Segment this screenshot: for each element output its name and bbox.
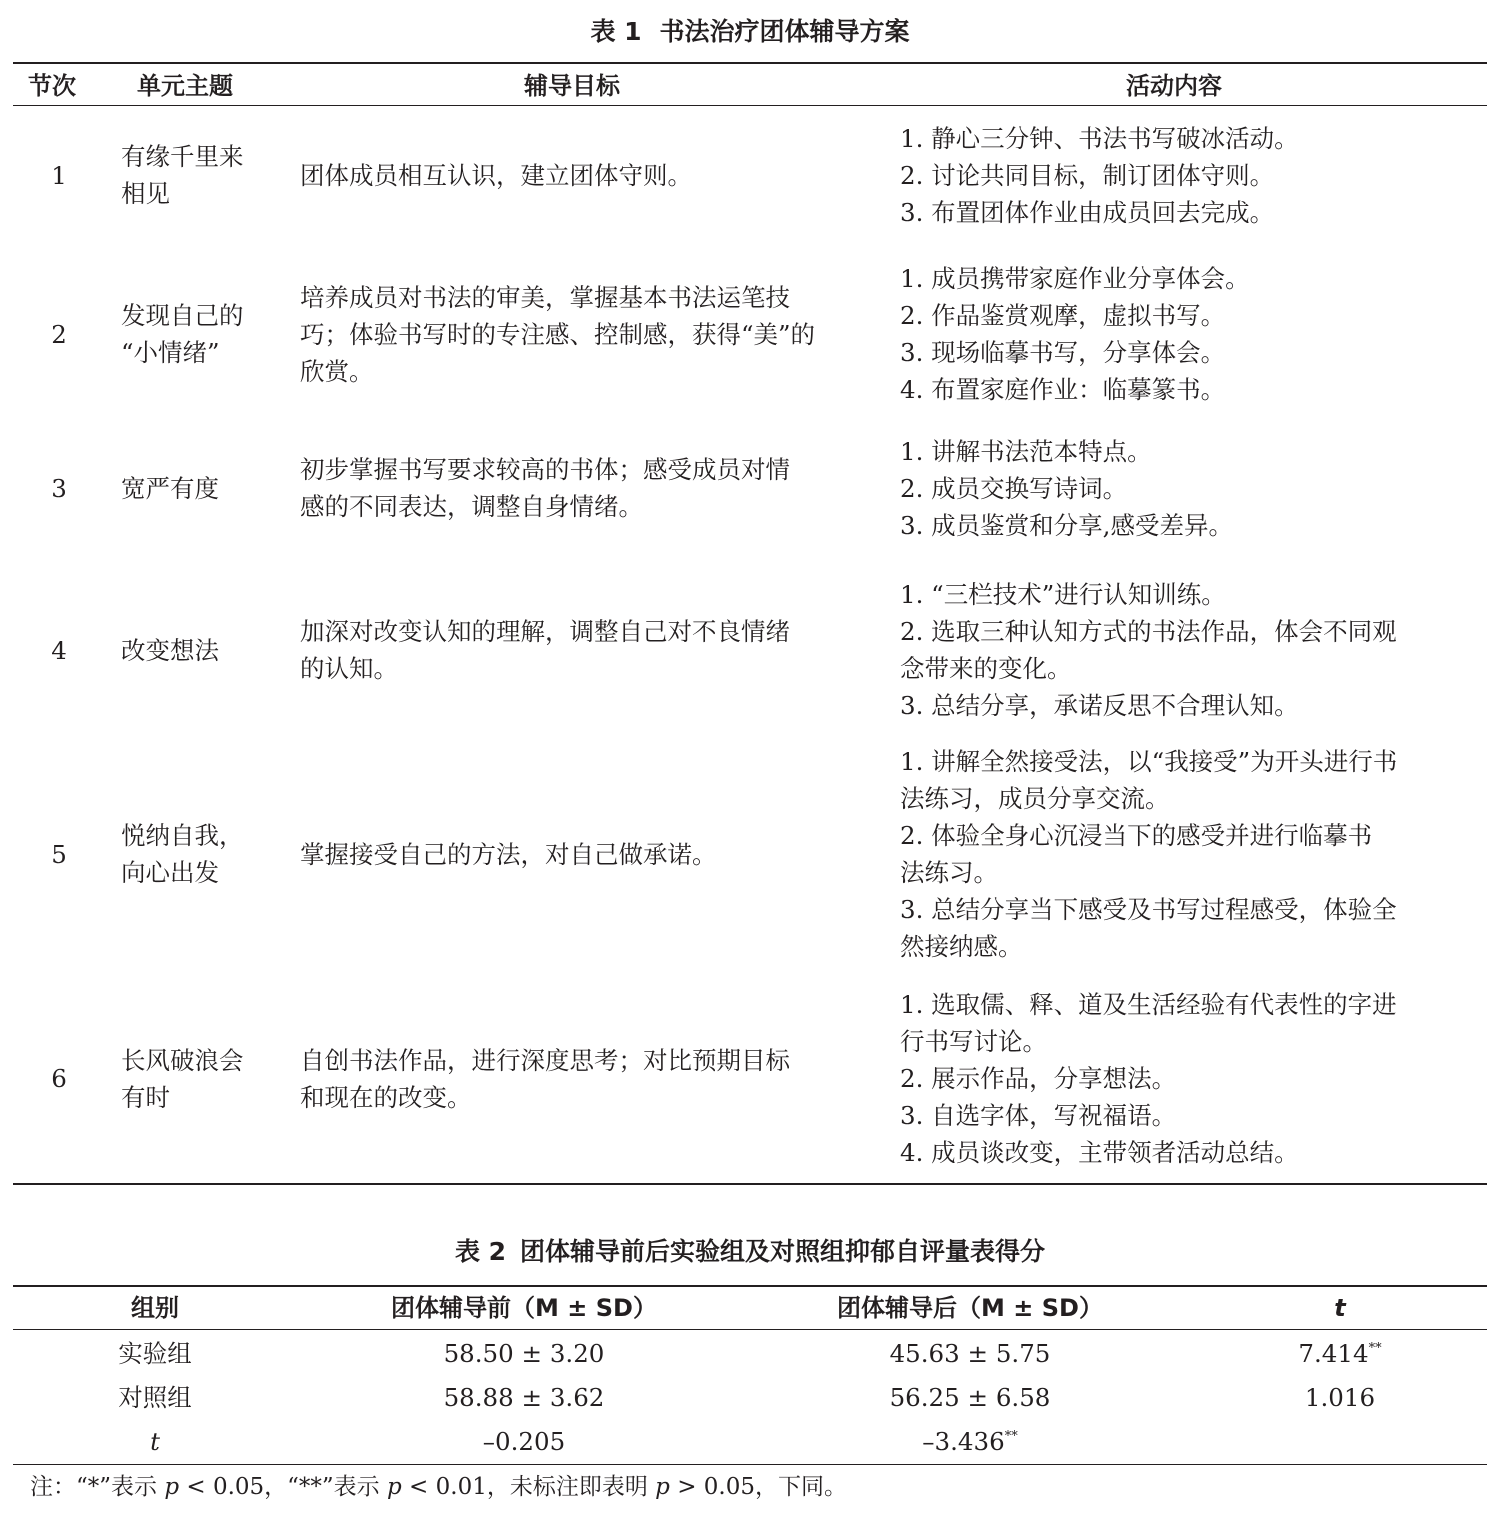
table2-header-t: t xyxy=(1334,1294,1346,1322)
table1-row-activity-line: 3. 布置团体作业由成员回去完成。 xyxy=(900,197,1275,227)
table2-title-text: 团体辅导前后实验组及对照组抑郁自评量表得分 xyxy=(520,1237,1046,1266)
table1-row-activity-line: 法练习，成员分享交流。 xyxy=(900,784,1170,813)
table1-row-activity-line: 3. 总结分享，承诺反思不合理认知。 xyxy=(900,691,1299,720)
table2-header-rule xyxy=(13,1329,1487,1330)
table1-row-goal-line: 巧；体验书写时的专注感、控制感，获得“美”的 xyxy=(300,319,816,349)
table1-row-number: 2 xyxy=(51,319,67,349)
table1-row-activity xyxy=(900,743,1480,965)
table1-row-theme xyxy=(121,470,281,507)
table1-row-goal xyxy=(300,1042,870,1116)
table1-row-activity-line: 2. 作品鉴赏观摩，虚拟书写。 xyxy=(900,301,1226,330)
table1-row-activity-line: 2. 成员交换写诗词。 xyxy=(900,473,1128,503)
table1-row-activity-line: 2. 展示作品，分享想法。 xyxy=(900,1064,1177,1093)
table1-row-theme-line: 长风破浪会 xyxy=(121,1045,244,1075)
table1-top-rule xyxy=(13,62,1487,64)
table2-row1-t xyxy=(1280,1336,1400,1372)
table1-row-theme xyxy=(121,817,281,891)
note-p1: p xyxy=(164,1474,180,1500)
table1-row-activity-line: 3. 现场临摹书写，分享体会。 xyxy=(900,338,1226,367)
table1-row-theme-line: 宽严有度 xyxy=(121,473,219,503)
table1-row-number: 5 xyxy=(51,839,67,869)
table1-row-activity-line: 1. 讲解书法范本特点。 xyxy=(900,436,1152,466)
table1-row-theme-line: 相见 xyxy=(121,179,170,208)
table2-row3-pre-value: –0.205 xyxy=(482,1427,566,1456)
table2-row3-post-value: –3.436 xyxy=(922,1427,1005,1456)
note-p3: p xyxy=(655,1474,670,1500)
table1-row-theme xyxy=(121,297,281,371)
table1-row-activity-line: 1. “三栏技术”进行认知训练。 xyxy=(900,580,1226,609)
note-seg2: < 0.01，未标注即表明 xyxy=(401,1474,656,1500)
table2-bottom-rule xyxy=(13,1464,1487,1465)
table1-row-activity-line: 2. 选取三种认知方式的书法作品，体会不同观 xyxy=(900,617,1397,646)
table1-row-activity-line: 念带来的变化。 xyxy=(900,654,1072,683)
table2-row3-t xyxy=(1280,1424,1400,1460)
table1-row-goal xyxy=(300,157,870,194)
table1-row-activity-line: 行书写讨论。 xyxy=(900,1027,1047,1056)
table1-row-goal-line: 团体成员相互认识，建立团体守则。 xyxy=(300,160,692,190)
table1-row-number: 4 xyxy=(51,635,67,665)
table1-row-goal xyxy=(300,613,870,687)
table1-row-theme-line: 向心出发 xyxy=(121,858,219,887)
table1-row-theme-line: 悦纳自我， xyxy=(121,821,244,850)
table2-title xyxy=(0,1234,1500,1270)
table1-row-activity-line: 1. 讲解全然接受法，以“我接受”为开头进行书 xyxy=(900,747,1398,776)
table1-row-goal-line: 加深对改变认知的理解，调整自己对不良情绪 xyxy=(300,617,790,646)
table1-row-theme-line: “小情绪” xyxy=(121,338,220,367)
table1-row-number: 6 xyxy=(51,1064,67,1093)
table2-footnote xyxy=(30,1469,847,1505)
table1-row-activity-line: 2. 讨论共同目标，制订团体守则。 xyxy=(900,160,1275,190)
table1-row-activity-line: 法练习。 xyxy=(900,858,998,887)
table2-row1-group: 实验组 xyxy=(118,1339,192,1368)
table2-row2-t-value: 1.016 xyxy=(1304,1383,1376,1412)
table2-row3-post xyxy=(820,1424,1120,1460)
table1-row-theme-line: 有缘千里来 xyxy=(121,142,244,171)
table1-header-theme: 单元主题 xyxy=(137,72,233,100)
table2-row3-group: t xyxy=(150,1427,160,1456)
table1-row-goal-line: 和现在的改变。 xyxy=(300,1082,472,1112)
table1-row-activity-line: 4. 成员谈改变，主带领者活动总结。 xyxy=(900,1138,1299,1167)
table1-row-goal xyxy=(300,279,870,390)
table1-row-activity xyxy=(900,260,1480,408)
table1-row-activity-line: 然接纳感。 xyxy=(900,932,1023,961)
table1-header-goal: 辅导目标 xyxy=(524,72,620,100)
table1-title-text: 书法治疗团体辅导方案 xyxy=(659,17,910,46)
table1-row-activity-line: 2. 体验全身心沉浸当下的感受并进行临摹书 xyxy=(900,821,1373,850)
table1-row-number: 1 xyxy=(51,160,67,190)
table1-row-goal-line: 的认知。 xyxy=(300,654,398,683)
table2-header-pre: 团体辅导前（M ± SD） xyxy=(391,1294,657,1322)
table1-row-goal-line: 感的不同表达，调整自身情绪。 xyxy=(300,492,643,521)
table1-header-activity: 活动内容 xyxy=(1126,72,1222,100)
table1-title xyxy=(0,14,1500,50)
table2-row3-pre xyxy=(374,1424,674,1460)
table1-row-theme xyxy=(121,632,281,669)
table1-row-theme xyxy=(121,1042,281,1116)
table1-header-session: 节次 xyxy=(28,72,76,100)
table2-row1-t-sig: ** xyxy=(1368,1341,1382,1356)
table1-row-goal-line: 欣赏。 xyxy=(300,356,374,386)
note-seg1: < 0.05，“**”表示 xyxy=(179,1474,387,1500)
table1-row-activity-line: 4. 布置家庭作业：临摹篆书。 xyxy=(900,375,1226,404)
table2-row2-pre: 58.88 ± 3.62 xyxy=(443,1383,605,1412)
note-p2: p xyxy=(387,1474,402,1500)
table1-row-theme-line: 改变想法 xyxy=(121,635,219,665)
table1-row-activity-line: 3. 成员鉴赏和分享,感受差异。 xyxy=(900,510,1233,540)
table1-row-goal-line: 培养成员对书法的审美，掌握基本书法运笔技 xyxy=(300,282,790,312)
table1-row-number: 3 xyxy=(51,473,67,503)
table1-row-activity-line: 1. 静心三分钟、书法书写破冰活动。 xyxy=(900,123,1299,153)
table2-header-group: 组别 xyxy=(131,1294,179,1322)
note-prefix: 注：“*”表示 xyxy=(30,1474,165,1500)
table2-row1-t-value: 7.414 xyxy=(1298,1339,1369,1368)
table2-row1-pre: 58.50 ± 3.20 xyxy=(443,1339,605,1368)
table1-row-activity-line: 3. 自选字体，写祝福语。 xyxy=(900,1101,1177,1130)
table1-row-theme xyxy=(121,138,281,212)
table1-row-activity-line: 1. 选取儒、释、道及生活经验有代表性的字进 xyxy=(900,990,1397,1019)
table2-row2-group: 对照组 xyxy=(118,1383,192,1412)
table1-row-goal xyxy=(300,836,870,873)
table1-bottom-rule xyxy=(13,1183,1487,1185)
table2-row2-t xyxy=(1280,1380,1400,1416)
table1-row-theme-line: 有时 xyxy=(121,1082,170,1112)
table1-row-theme-line: 发现自己的 xyxy=(121,301,244,330)
table2-title-number: 表 2 xyxy=(454,1237,507,1266)
table2-row3-post-sig: ** xyxy=(1004,1429,1018,1444)
table1-row-goal-line: 初步掌握书写要求较高的书体；感受成员对情 xyxy=(300,455,790,484)
table1-title-number: 表 1 xyxy=(590,17,642,46)
table2-top-rule xyxy=(13,1285,1487,1287)
table1-row-activity xyxy=(900,986,1480,1171)
table1-row-activity xyxy=(900,576,1480,724)
table1-header-rule xyxy=(13,105,1487,106)
table1-row-activity xyxy=(900,120,1480,231)
table1-row-activity xyxy=(900,433,1480,544)
table1-row-goal xyxy=(300,451,870,525)
table2-row1-post: 45.63 ± 5.75 xyxy=(889,1339,1051,1368)
note-seg3: > 0.05，下同。 xyxy=(669,1474,847,1500)
table1-row-goal-line: 自创书法作品，进行深度思考；对比预期目标 xyxy=(300,1045,790,1075)
table2-header-post: 团体辅导后（M ± SD） xyxy=(837,1294,1103,1322)
table2-row2-post: 56.25 ± 6.58 xyxy=(889,1383,1051,1412)
table1-row-goal-line: 掌握接受自己的方法，对自己做承诺。 xyxy=(300,839,717,869)
table1-row-activity-line: 1. 成员携带家庭作业分享体会。 xyxy=(900,264,1250,293)
table1-row-activity-line: 3. 总结分享当下感受及书写过程感受，体验全 xyxy=(900,895,1397,924)
